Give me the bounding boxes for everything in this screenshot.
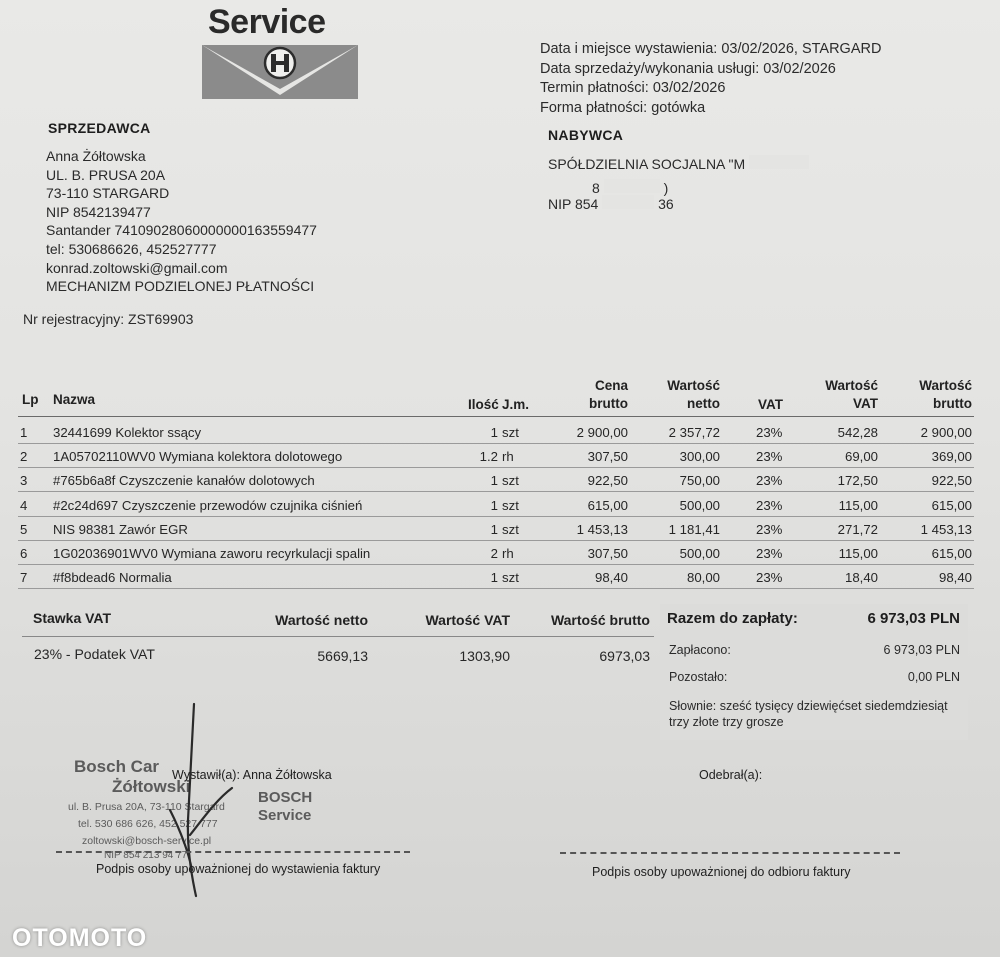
receiver-caption: Podpis osoby upoważnionej do odbioru faktury: [592, 865, 851, 879]
cell-unit: szt: [502, 570, 519, 586]
table-header-divider: [18, 416, 974, 417]
cell-gross: 98,40: [938, 570, 972, 586]
cell-vat-value: 115,00: [838, 546, 878, 561]
vat-net-header: Wartość netto: [275, 612, 368, 628]
cell-name: #2c24d697 Czyszczenie przewodów czujnika ciśnień: [53, 497, 363, 513]
cell-net: 1 181,41: [668, 521, 720, 537]
buyer-nip-start: NIP 854: [548, 196, 599, 212]
cell-vat: 23%: [756, 546, 783, 561]
vat-rate-value: 23% - Podatek VAT: [34, 646, 155, 662]
remaining-value: 0,00 PLN: [907, 670, 960, 684]
issuer-signature-line: [56, 851, 410, 853]
buyer-address-start: 8: [592, 180, 600, 196]
vat-gross-value: 6973,03: [599, 648, 650, 664]
cell-vat-value: 18,40: [844, 570, 878, 586]
cell-unit: szt: [502, 425, 519, 440]
buyer-block: [548, 152, 809, 216]
cell-qty: 1.2: [479, 449, 498, 465]
cell-price: 922,50: [587, 473, 628, 489]
issued-by: Wystawił(a): Anna Żółtowska: [172, 768, 332, 782]
col-lp: Lp: [22, 392, 39, 407]
stamp-line2: Żółtowski: [112, 777, 191, 796]
col-name: Nazwa: [53, 392, 96, 407]
vat-summary-divider: [22, 636, 654, 637]
cell-price: 2 900,00: [576, 425, 628, 440]
cell-lp: 3: [20, 473, 28, 489]
seller-phone: tel: 530686626, 452527777: [46, 240, 217, 257]
payment-due: Termin płatności: 03/02/2026: [540, 80, 726, 96]
cell-qty: 1: [490, 425, 498, 440]
cell-lp: 6: [20, 546, 28, 561]
cell-net: 750,00: [679, 473, 720, 489]
cell-gross: 1 453,13: [920, 521, 972, 537]
redaction: [604, 179, 660, 193]
paid-value: 6 973,03 PLN: [883, 643, 960, 657]
cell-price: 615,00: [587, 497, 628, 513]
cell-lp: 5: [20, 521, 28, 537]
stamp-line1: Bosch Car: [74, 757, 160, 776]
col-price-line1: Cena: [594, 378, 628, 393]
cell-lp: 2: [20, 449, 28, 465]
cell-qty: 1: [490, 497, 498, 513]
row-divider: [18, 443, 974, 444]
receiver-signature-line: [560, 852, 900, 854]
buyer-title: NABYWCA: [548, 127, 624, 143]
cell-name: #f8bdead6 Normalia: [53, 570, 172, 586]
cell-gross: 2 900,00: [920, 425, 972, 440]
buyer-nip-end: 36: [658, 196, 674, 212]
col-net: [650, 377, 720, 413]
cell-qty: 1: [490, 570, 498, 586]
cell-vat: 23%: [756, 473, 783, 489]
row-divider: [18, 564, 974, 565]
amount-in-words-2: trzy złote trzy grosze: [669, 715, 784, 729]
row-divider: [18, 540, 974, 541]
cell-net: 500,00: [679, 546, 720, 561]
received-by: Odebrał(a):: [699, 768, 763, 782]
total-due-value: 6 973,03 PLN: [867, 610, 960, 627]
redaction: [749, 155, 809, 169]
seller-title: SPRZEDAWCA: [48, 120, 151, 136]
cell-vat: 23%: [756, 570, 783, 586]
invoice-meta: [540, 40, 881, 118]
col-vat-value: [808, 377, 878, 413]
buyer-name-text: SPÓŁDZIELNIA SOCJALNA "M: [548, 156, 746, 172]
row-divider: [18, 588, 974, 589]
stamp-line5: zoltowski@bosch-service.pl: [82, 835, 212, 847]
seller-email: konrad.zoltowski@gmail.com: [46, 259, 228, 276]
vat-vat-value: 1303,90: [459, 648, 510, 664]
buyer-nip: [548, 192, 809, 216]
row-divider: [18, 516, 974, 517]
cell-price: 307,50: [587, 449, 628, 465]
vat-net-value: 5669,13: [317, 648, 368, 664]
cell-unit: rh: [502, 546, 514, 561]
cell-lp: 4: [20, 497, 28, 513]
stamp-line6: NIP 854 213 94 77: [104, 850, 188, 861]
bosch-envelope-icon: [200, 43, 360, 103]
cell-vat: 23%: [756, 449, 783, 465]
cell-unit: rh: [502, 449, 514, 465]
cell-name: 1G02036901WV0 Wymiana zaworu recyrkulacji spalin: [53, 546, 371, 561]
stamp-line3: ul. B. Prusa 20A, 73-110 Stargard: [68, 801, 225, 813]
seller-street: UL. B. PRUSA 20A: [46, 166, 166, 183]
cell-qty: 2: [490, 546, 498, 561]
cell-vat-value: 115,00: [838, 497, 878, 513]
cell-gross: 615,00: [931, 546, 972, 561]
col-gross: [900, 377, 972, 413]
cell-name: 1A05702110WV0 Wymiana kolektora dolotowego: [53, 449, 343, 465]
cell-gross: 922,50: [931, 473, 972, 489]
stamp-brand2: Service: [258, 807, 312, 824]
bosch-service-logo: [200, 3, 365, 101]
seller-split-payment: MECHANIZM PODZIELONEJ PŁATNOŚCI: [46, 278, 315, 295]
col-unit: J.m.: [502, 397, 530, 412]
col-net-line1: Wartość: [667, 378, 720, 393]
seller-bank: Santander 74109028060000000163559477: [46, 222, 317, 239]
seller-name: Anna Żółtowska: [46, 148, 146, 164]
buyer-name: [548, 152, 809, 176]
row-divider: [18, 467, 974, 468]
cell-vat: 23%: [756, 425, 783, 440]
cell-net: 80,00: [686, 570, 720, 586]
cell-gross: 369,00: [931, 449, 972, 465]
col-vat: VAT: [758, 397, 783, 412]
stamp-brand1: BOSCH: [258, 789, 313, 806]
seller-nip: NIP 8542139477: [46, 203, 151, 220]
seller-block: [46, 147, 317, 296]
col-price-line2: brutto: [589, 396, 628, 411]
issue-date: Data i miejsce wystawienia: 03/02/2026, STARGARD: [540, 41, 882, 57]
col-qty: Ilość: [468, 397, 499, 412]
col-gross-line1: Wartość: [919, 378, 972, 393]
logo-title: Service: [208, 3, 326, 41]
cell-vat-value: 69,00: [844, 449, 878, 465]
cell-lp: 1: [20, 425, 28, 440]
cell-price: 98,40: [594, 570, 628, 586]
vat-rate-header: Stawka VAT: [33, 610, 112, 626]
col-vat-value-line1: Wartość: [825, 378, 878, 393]
cell-name: #765b6a8f Czyszczenie kanałów dolotowych: [53, 473, 315, 489]
cell-unit: szt: [502, 473, 519, 489]
cell-vat-value: 271,72: [837, 521, 878, 537]
sale-date: Data sprzedaży/wykonania usługi: 03/02/2026: [540, 60, 836, 77]
cell-lp: 7: [20, 570, 28, 586]
row-divider: [18, 491, 974, 492]
col-gross-line2: brutto: [933, 396, 972, 411]
registration-number: Nr rejestracyjny: ZST69903: [23, 311, 194, 327]
cell-price: 307,50: [587, 546, 628, 561]
cell-qty: 1: [490, 521, 498, 537]
vat-gross-header: Wartość brutto: [550, 612, 650, 628]
issuer-caption: Podpis osoby upoważnionej do wystawienia faktury: [96, 862, 381, 876]
cell-name: 32441699 Kolektor ssący: [53, 425, 202, 440]
cell-qty: 1: [490, 473, 498, 489]
cell-unit: szt: [502, 497, 519, 513]
cell-name: NIS 98381 Zawór EGR: [53, 521, 188, 537]
stamp-line4: tel. 530 686 626, 452 527 777: [78, 818, 218, 830]
cell-gross: 615,00: [931, 497, 972, 513]
otomoto-watermark: OTOMOTO: [12, 924, 148, 952]
cell-net: 300,00: [679, 449, 720, 465]
totals-box: [660, 604, 968, 740]
cell-net: 500,00: [679, 497, 720, 513]
col-net-line2: netto: [687, 396, 720, 411]
cell-net: 2 357,72: [668, 425, 720, 440]
col-price: [570, 377, 628, 413]
total-due-label: Razem do zapłaty:: [667, 610, 798, 627]
payment-method: Forma płatności: gotówka: [540, 99, 706, 116]
remaining-label: Pozostało:: [669, 670, 728, 684]
cell-vat-value: 542,28: [837, 425, 878, 440]
seller-city: 73-110 STARGARD: [46, 185, 170, 202]
col-vat-value-line2: VAT: [853, 396, 878, 411]
amount-in-words-1: Słownie: sześć tysięcy dziewięćset siedemdziesiąt: [669, 699, 948, 713]
cell-unit: szt: [502, 521, 519, 537]
cell-vat: 23%: [756, 497, 783, 513]
cell-price: 1 453,13: [576, 521, 628, 537]
redaction: [602, 195, 654, 209]
cell-vat: 23%: [756, 521, 783, 537]
cell-vat-value: 172,50: [837, 473, 878, 489]
vat-vat-header: Wartość VAT: [425, 612, 510, 628]
buyer-address-end: ): [663, 180, 669, 196]
paid-label: Zapłacono:: [669, 643, 731, 657]
